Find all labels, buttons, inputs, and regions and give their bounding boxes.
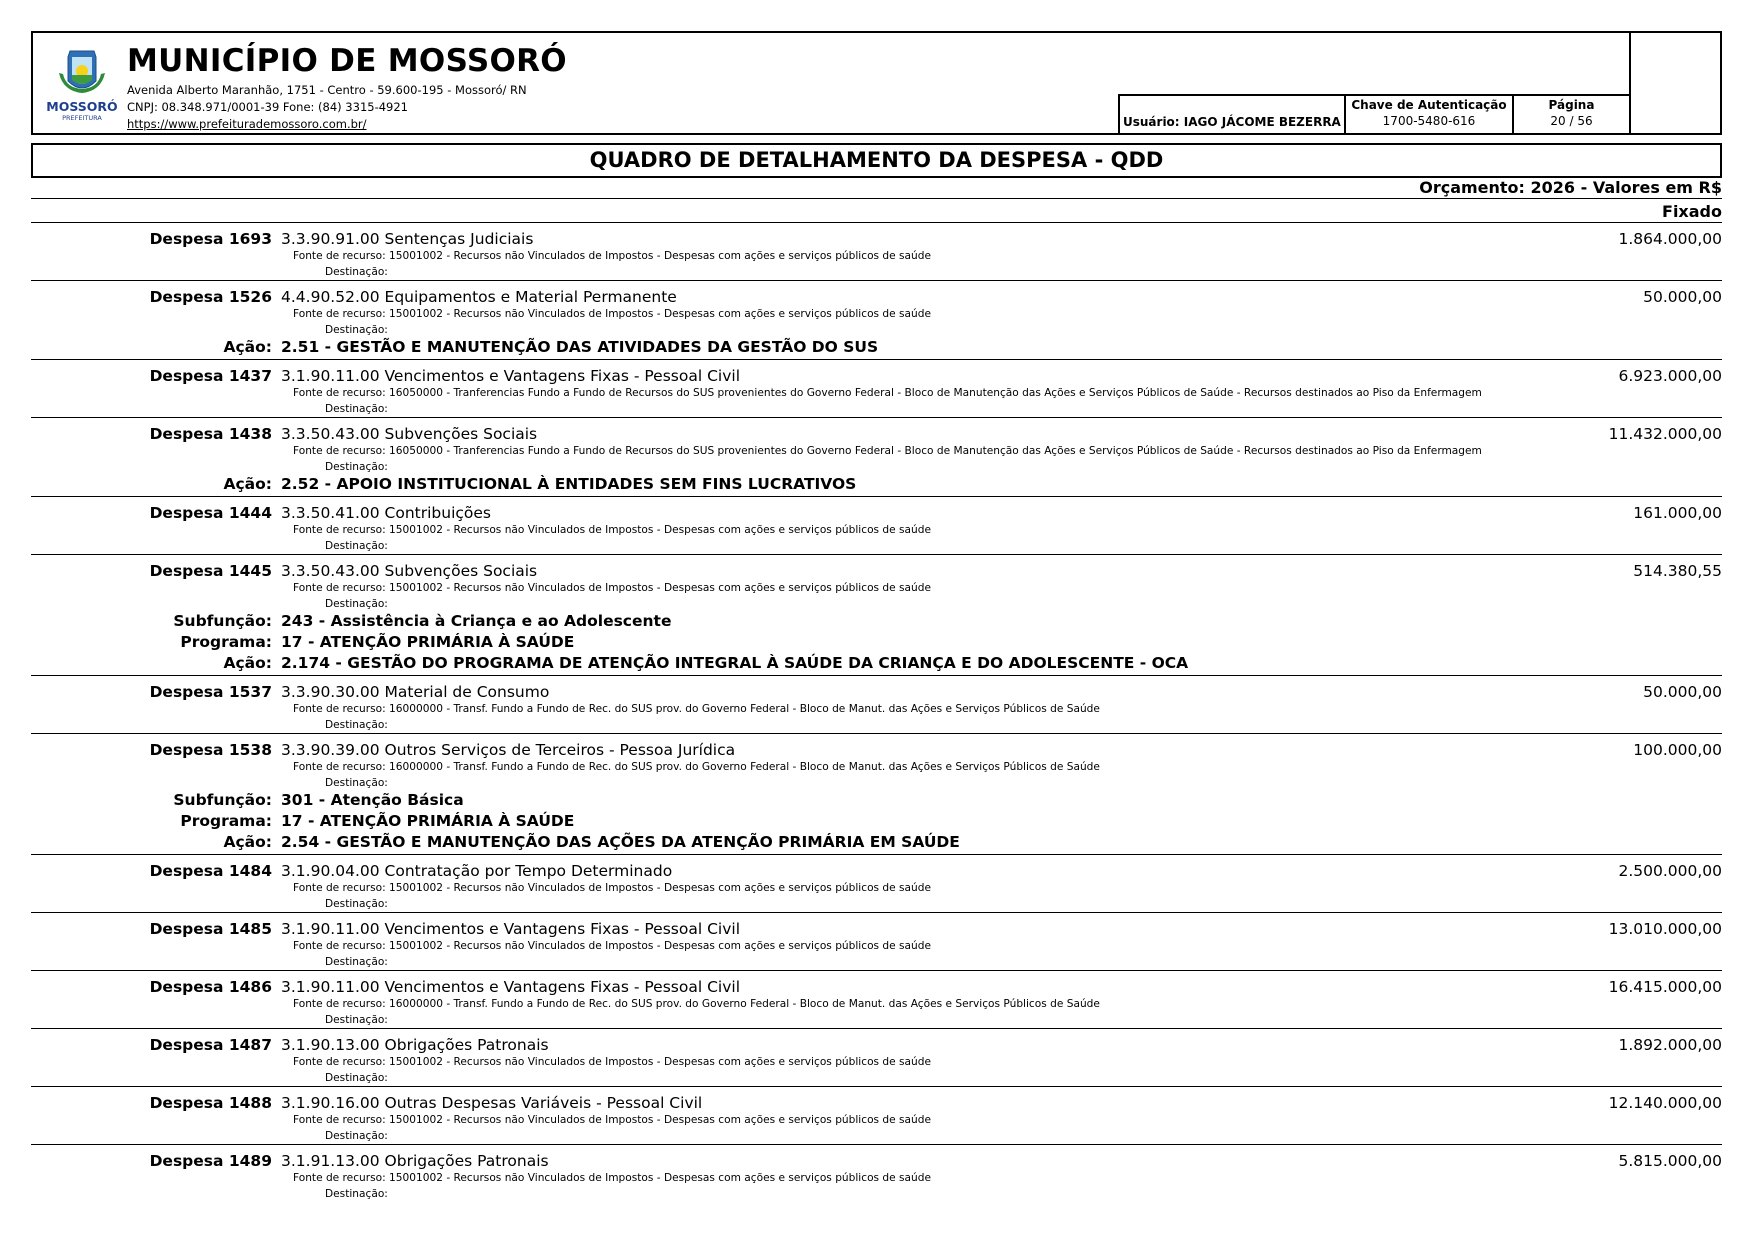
expense-label: Despesa 1488: [149, 1094, 272, 1112]
expense-code: 3.1.90.11.00 Vencimentos e Vantagens Fixas - Pessoal Civil: [281, 978, 740, 996]
destination: Destinação:: [325, 898, 388, 910]
expense-label: Despesa 1489: [149, 1152, 272, 1170]
fixed-value: 161.000,00: [1633, 504, 1722, 522]
funding-source: Fonte de recurso: 15001002 - Recursos não Vinculados de Impostos - Despesas com ações e serviços públicos de saúde: [293, 1114, 932, 1126]
expense-label: Despesa 1444: [149, 504, 272, 522]
heading-label: Ação:: [223, 475, 272, 493]
expense-label: Despesa 1438: [149, 425, 272, 443]
expense-code: 3.3.90.39.00 Outros Serviços de Terceiros - Pessoa Jurídica: [281, 741, 736, 759]
expense-table: [31, 222, 1722, 1202]
expense-label: Despesa 1487: [149, 1036, 272, 1054]
destination: Destinação:: [325, 719, 388, 731]
heading-text: 17 - ATENÇÃO PRIMÁRIA À SAÚDE: [281, 633, 575, 651]
destination: Destinação:: [325, 1130, 388, 1142]
fixed-value: 1.864.000,00: [1618, 230, 1722, 248]
destination: Destinação:: [325, 956, 388, 968]
destination: Destinação:: [325, 1014, 388, 1026]
page-label: Página: [1548, 98, 1595, 112]
section-heading: [31, 791, 1722, 812]
expense-row: [31, 1144, 1722, 1202]
column-header-fixado: Fixado: [1662, 202, 1722, 221]
expense-row: [31, 970, 1722, 1028]
destination: Destinação:: [325, 777, 388, 789]
logo-text: MOSSORÓ: [46, 99, 118, 114]
heading-text: 17 - ATENÇÃO PRIMÁRIA À SAÚDE: [281, 812, 575, 830]
expense-code: 3.1.91.13.00 Obrigações Patronais: [281, 1152, 549, 1170]
budget-caption: Orçamento: 2026 - Valores em R$: [1419, 178, 1722, 197]
destination: Destinação:: [325, 403, 388, 415]
expense-row: [31, 496, 1722, 554]
auth-key-cell: [1344, 94, 1512, 135]
expense-row: [31, 854, 1722, 912]
section-heading: [31, 612, 1722, 633]
funding-source: Fonte de recurso: 15001002 - Recursos não Vinculados de Impostos - Despesas com ações e serviços públicos de saúde: [293, 582, 932, 594]
funding-source: Fonte de recurso: 15001002 - Recursos não Vinculados de Impostos - Despesas com ações e serviços públicos de saúde: [293, 250, 932, 262]
heading-label: Subfunção:: [173, 791, 272, 809]
destination: Destinação:: [325, 1072, 388, 1084]
expense-code: 3.1.90.16.00 Outras Despesas Variáveis - Pessoal Civil: [281, 1094, 703, 1112]
fixed-value: 12.140.000,00: [1608, 1094, 1722, 1112]
heading-label: Ação:: [223, 833, 272, 851]
heading-text: 301 - Atenção Básica: [281, 791, 464, 809]
funding-source: Fonte de recurso: 15001002 - Recursos não Vinculados de Impostos - Despesas com ações e serviços públicos de saúde: [293, 1056, 932, 1068]
fixed-value: 514.380,55: [1633, 562, 1722, 580]
address: Avenida Alberto Maranhão, 1751 - Centro - 59.600-195 - Mossoró/ RN: [127, 83, 527, 97]
expense-label: Despesa 1486: [149, 978, 272, 996]
fixed-value: 5.815.000,00: [1618, 1152, 1722, 1170]
report-title: QUADRO DE DETALHAMENTO DA DESPESA - QDD: [31, 143, 1722, 178]
funding-source: Fonte de recurso: 16000000 - Transf. Fundo a Fundo de Rec. do SUS prov. do Governo Federal - Bloco de Manut. das Ações e Serviços Públicos de Saúde: [293, 998, 1100, 1010]
divider: [31, 198, 1722, 199]
expense-row: [31, 280, 1722, 338]
funding-source: Fonte de recurso: 16000000 - Transf. Fundo a Fundo de Rec. do SUS prov. do Governo Federal - Bloco de Manut. das Ações e Serviços Públicos de Saúde: [293, 703, 1100, 715]
destination: Destinação:: [325, 324, 388, 336]
funding-source: Fonte de recurso: 16050000 - Tranferencias Fundo a Fundo de Recursos do SUS provenientes do Governo Federal - Bloco de Manutenção das Ações e Serviços Públicos de Saúde - Recursos destinados ao Piso da Enfermagem: [293, 387, 1482, 399]
fixed-value: 1.892.000,00: [1618, 1036, 1722, 1054]
expense-row: [31, 733, 1722, 791]
fixed-value: 16.415.000,00: [1608, 978, 1722, 996]
expense-code: 3.1.90.13.00 Obrigações Patronais: [281, 1036, 549, 1054]
section-heading: [31, 338, 1722, 359]
expense-row: [31, 912, 1722, 970]
destination: Destinação:: [325, 540, 388, 552]
expense-code: 3.3.50.41.00 Contribuições: [281, 504, 491, 522]
expense-row: [31, 675, 1722, 733]
heading-label: Subfunção:: [173, 612, 272, 630]
section-heading: [31, 833, 1722, 854]
funding-source: Fonte de recurso: 16050000 - Tranferencias Fundo a Fundo de Recursos do SUS provenientes do Governo Federal - Bloco de Manutenção das Ações e Serviços Públicos de Saúde - Recursos destinados ao Piso da Enfermagem: [293, 445, 1482, 457]
coat-of-arms-icon: [43, 47, 121, 127]
heading-text: 2.54 - GESTÃO E MANUTENÇÃO DAS AÇÕES DA ATENÇÃO PRIMÁRIA EM SAÚDE: [281, 833, 960, 851]
auth-key-value: 1700-5480-616: [1382, 114, 1476, 128]
fixed-value: 11.432.000,00: [1608, 425, 1722, 443]
fixed-value: 6.923.000,00: [1618, 367, 1722, 385]
heading-text: 2.174 - GESTÃO DO PROGRAMA DE ATENÇÃO INTEGRAL À SAÚDE DA CRIANÇA E DO ADOLESCENTE - OCA: [281, 654, 1189, 672]
destination: Destinação:: [325, 1188, 388, 1200]
funding-source: Fonte de recurso: 15001002 - Recursos não Vinculados de Impostos - Despesas com ações e serviços públicos de saúde: [293, 308, 932, 320]
destination: Destinação:: [325, 461, 388, 473]
expense-code: 3.3.50.43.00 Subvenções Sociais: [281, 425, 538, 443]
user-name: Usuário: IAGO JÁCOME BEZERRA: [1123, 115, 1341, 129]
destination: Destinação:: [325, 598, 388, 610]
expense-row: [31, 1028, 1722, 1086]
section-heading: [31, 475, 1722, 496]
expense-label: Despesa 1537: [149, 683, 272, 701]
auth-key-label: Chave de Autenticação: [1351, 98, 1507, 112]
heading-label: Ação:: [223, 338, 272, 356]
expense-row: [31, 222, 1722, 280]
expense-label: Despesa 1437: [149, 367, 272, 385]
page-cell: [1512, 94, 1629, 135]
funding-source: Fonte de recurso: 16000000 - Transf. Fundo a Fundo de Rec. do SUS prov. do Governo Federal - Bloco de Manut. das Ações e Serviços Públicos de Saúde: [293, 761, 1100, 773]
municipality-title: MUNICÍPIO DE MOSSORÓ: [127, 43, 567, 79]
section-heading: [31, 812, 1722, 833]
fixed-value: 100.000,00: [1633, 741, 1722, 759]
page-number: 20 / 56: [1550, 114, 1593, 128]
expense-code: 3.3.90.91.00 Sentenças Judiciais: [281, 230, 534, 248]
header-divider: [1629, 31, 1631, 135]
expense-label: Despesa 1484: [149, 862, 272, 880]
heading-label: Programa:: [180, 633, 272, 651]
fixed-value: 2.500.000,00: [1618, 862, 1722, 880]
expense-row: [31, 1086, 1722, 1144]
expense-code: 3.1.90.11.00 Vencimentos e Vantagens Fixas - Pessoal Civil: [281, 920, 740, 938]
fixed-value: 13.010.000,00: [1608, 920, 1722, 938]
expense-row: [31, 417, 1722, 475]
expense-label: Despesa 1526: [149, 288, 272, 306]
document-header: [31, 31, 1722, 135]
funding-source: Fonte de recurso: 15001002 - Recursos não Vinculados de Impostos - Despesas com ações e serviços públicos de saúde: [293, 1172, 932, 1184]
expense-label: Despesa 1693: [149, 230, 272, 248]
funding-source: Fonte de recurso: 15001002 - Recursos não Vinculados de Impostos - Despesas com ações e serviços públicos de saúde: [293, 524, 932, 536]
heading-text: 2.51 - GESTÃO E MANUTENÇÃO DAS ATIVIDADES DA GESTÃO DO SUS: [281, 338, 879, 356]
heading-text: 2.52 - APOIO INSTITUCIONAL À ENTIDADES SEM FINS LUCRATIVOS: [281, 475, 857, 493]
expense-code: 3.1.90.04.00 Contratação por Tempo Determinado: [281, 862, 673, 880]
user-cell: [1118, 94, 1344, 135]
expense-label: Despesa 1445: [149, 562, 272, 580]
cnpj-phone: CNPJ: 08.348.971/0001-39 Fone: (84) 3315-4921: [127, 100, 408, 114]
heading-text: 243 - Assistência à Criança e ao Adolescente: [281, 612, 672, 630]
heading-label: Ação:: [223, 654, 272, 672]
section-heading: [31, 654, 1722, 675]
expense-code: 3.3.50.43.00 Subvenções Sociais: [281, 562, 538, 580]
expense-row: [31, 359, 1722, 417]
logo-subtext: PREFEITURA: [62, 114, 102, 122]
expense-label: Despesa 1538: [149, 741, 272, 759]
website-link[interactable]: https://www.prefeiturademossoro.com.br/: [127, 117, 367, 131]
funding-source: Fonte de recurso: 15001002 - Recursos não Vinculados de Impostos - Despesas com ações e serviços públicos de saúde: [293, 940, 932, 952]
funding-source: Fonte de recurso: 15001002 - Recursos não Vinculados de Impostos - Despesas com ações e serviços públicos de saúde: [293, 882, 932, 894]
expense-label: Despesa 1485: [149, 920, 272, 938]
destination: Destinação:: [325, 266, 388, 278]
expense-code: 3.1.90.11.00 Vencimentos e Vantagens Fixas - Pessoal Civil: [281, 367, 740, 385]
fixed-value: 50.000,00: [1643, 683, 1722, 701]
mossoro-logo: [43, 47, 121, 127]
heading-label: Programa:: [180, 812, 272, 830]
section-heading: [31, 633, 1722, 654]
expense-code: 3.3.90.30.00 Material de Consumo: [281, 683, 550, 701]
expense-code: 4.4.90.52.00 Equipamentos e Material Permanente: [281, 288, 677, 306]
expense-row: [31, 554, 1722, 612]
fixed-value: 50.000,00: [1643, 288, 1722, 306]
